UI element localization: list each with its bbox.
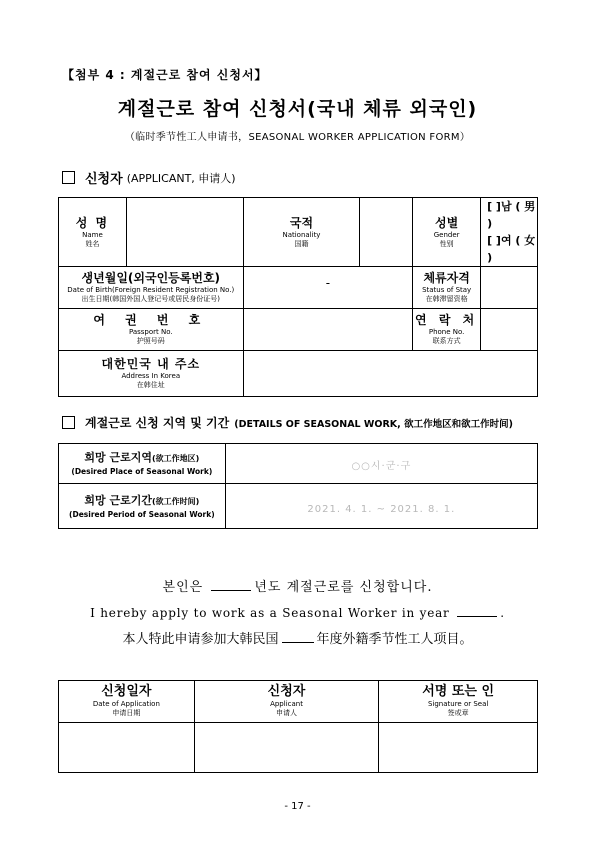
gender-checkbox-group[interactable] xyxy=(481,198,538,267)
section-work-title: 계절근로 신청 지역 및 기간 xyxy=(85,416,230,430)
applicant-table xyxy=(58,197,538,397)
year-blank-en[interactable] xyxy=(457,604,497,617)
address-label-cell: 대한민국 내 주소 Address In Korea 在韩住址 xyxy=(59,351,244,397)
date-input[interactable] xyxy=(59,723,195,773)
phone-input[interactable] xyxy=(481,309,538,351)
checkbox-square-icon xyxy=(62,416,75,429)
signature-input[interactable] xyxy=(379,723,538,773)
section-applicant-heading xyxy=(62,168,236,187)
gender-label-cell: 성별 Gender 性别 xyxy=(413,198,481,267)
name-input[interactable] xyxy=(126,198,243,267)
section-work-heading xyxy=(62,414,513,431)
status-label-cell: 체류자격 Status of Stay 在韩滞留资格 xyxy=(413,267,481,309)
period-label-cell: 희망 근로기간(欲工作时间) (Desired Period of Seasonal Work) xyxy=(59,484,226,529)
status-input[interactable] xyxy=(481,267,538,309)
checkbox-square-icon xyxy=(62,171,75,184)
applicant-header-cell: 신청자 Applicant 申请人 xyxy=(194,681,379,723)
declaration-korean: 본인은 년도 계절근로를 신청합니다. xyxy=(162,580,433,595)
period-input[interactable] xyxy=(225,484,537,529)
gender-male-checkbox[interactable]: [ ]남 ( 男 ) xyxy=(487,200,536,230)
place-input[interactable] xyxy=(225,444,537,484)
dob-input[interactable]: - xyxy=(243,267,413,309)
nationality-label-cell: 국적 Nationality 国籍 xyxy=(243,198,360,267)
phone-label-cell: 연 락 처 Phone No. 联系方式 xyxy=(413,309,481,351)
work-details-table xyxy=(58,443,538,529)
page-number: - 17 - xyxy=(284,801,311,812)
signature-header-cell: 서명 또는 인 Signature or Seal 签或章 xyxy=(379,681,538,723)
year-blank-cn[interactable] xyxy=(282,630,314,643)
section-applicant-title: 신청자 xyxy=(85,172,123,187)
declaration-english: I hereby apply to work as a Seasonal Worker in year . xyxy=(90,606,505,620)
signature-table xyxy=(58,680,538,773)
address-input[interactable] xyxy=(243,351,537,397)
place-placeholder: ○○시·군·구 xyxy=(351,461,412,472)
applicant-input[interactable] xyxy=(194,723,379,773)
section-applicant-subtitle: (APPLICANT, 申请人) xyxy=(126,171,236,185)
name-label-cell: 성 명 Name 姓名 xyxy=(59,198,127,267)
attachment-label: 【첨부 4 : 계절근로 참여 신청서】 xyxy=(62,68,268,82)
dob-label-cell: 생년월일(외국인등록번호) Date of Birth(Foreign Resident Registration No.) 出生日期(韩国外国人登记号或居民身份证号) xyxy=(59,267,244,309)
passport-input[interactable] xyxy=(243,309,413,351)
section-work-subtitle: (DETAILS OF SEASONAL WORK, 欲工作地区和欲工作时间) xyxy=(234,418,513,430)
passport-label-cell: 여 권 번 호 Passport No. 护照号码 xyxy=(59,309,244,351)
nationality-input[interactable] xyxy=(360,198,413,267)
place-label-cell: 희망 근로지역(欲工作地区) (Desired Place of Seasonal Work) xyxy=(59,444,226,484)
year-blank-ko[interactable] xyxy=(211,578,251,591)
gender-female-checkbox[interactable]: [ ]여 ( 女 ) xyxy=(487,234,536,264)
period-placeholder: 2021. 4. 1. ~ 2021. 8. 1. xyxy=(307,503,456,515)
form-subtitle: （临时季节性工人申请书，SEASONAL WORKER APPLICATION FORM） xyxy=(124,132,471,143)
form-title: 계절근로 참여 신청서(국내 체류 외국인) xyxy=(117,98,478,120)
date-header-cell: 신청일자 Date of Application 申请日期 xyxy=(59,681,195,723)
declaration-chinese: 本人特此申请参加大韩民国 年度外籍季节性工人项目。 xyxy=(122,632,473,647)
